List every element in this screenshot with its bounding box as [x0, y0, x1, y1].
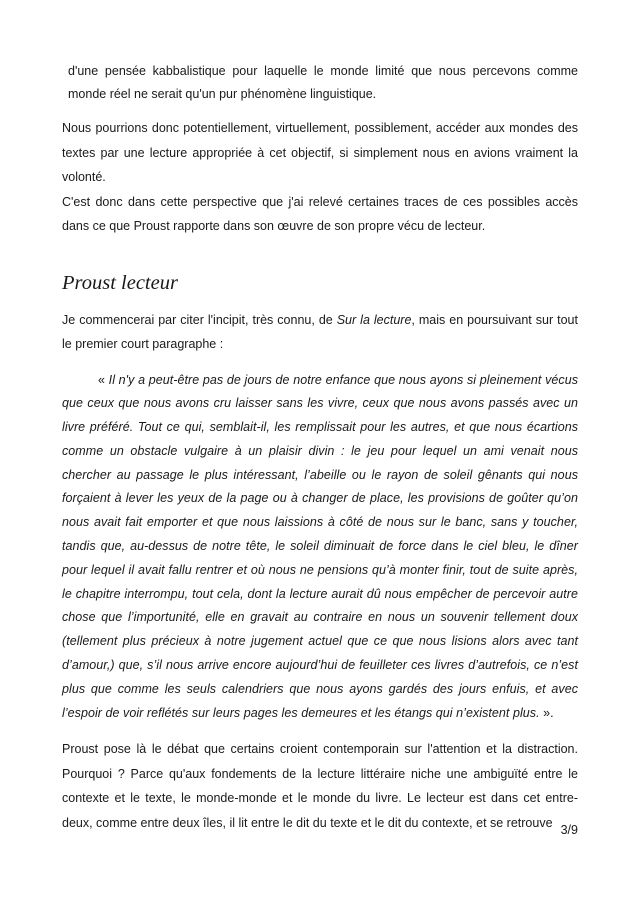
paragraph-3: Proust pose là le débat que certains croient contemporain sur l'attention et la distraction. Pourquoi ? Parce qu'aux fondements de la lecture littéraire niche une ambiguïté entre le contexte et le texte, le monde-monde et le monde du livre. Le lecteur est dans cet entre-deux, comme entre deux îles, il lit entre le dit du texte et le dit du contexte, et se retrouve — [62, 742, 578, 830]
block-citation — [62, 369, 578, 726]
quote-continuation: d'une pensée kabbalistique pour laquelle le monde limité que nous percevons comme monde réel ne serait qu'un pur phénomène linguistique. — [68, 64, 578, 101]
citation-open: « — [98, 372, 109, 387]
book-title: Sur la lecture — [336, 312, 412, 327]
paragraph-1: Nous pourrions donc potentiellement, virtuellement, possiblement, accéder aux mondes des textes par une lecture appropriée à cet objectif, si simplement nous en avions vraiment la volonté. — [62, 121, 578, 184]
section-heading: Proust lecteur — [62, 271, 178, 294]
intro-after: , mais en poursuivant sur tout le premier court paragraphe : — [62, 312, 578, 351]
intro-paragraph — [62, 308, 578, 357]
intro-before: Je commencerai par citer l'incipit, très connu, de — [62, 312, 337, 327]
citation-close: ». — [539, 705, 554, 720]
paragraph-2: C'est donc dans cette perspective que j'ai relevé certaines traces de ces possibles accès dans ce que Proust rapporte dans son œuvre de son propre vécu de lecteur. — [62, 194, 578, 233]
citation-body: Il n'y a peut-être pas de jours de notre enfance que nous ayons si pleinement vécus que ceux que nous avons cru laisser sans les vivre, ceux que nous avons passés avec un livre préféré. Tout ce qui, semblait-il, les remplissait pour les autres, et que nous écartions comme un obstacle vulgaire à un plaisir divin : le jeu pour lequel un ami venait nous chercher au passage le plus intéressant, l’abeille ou le rayon de soleil gênants qui nous forçaient à lever les yeux de la page ou à changer de place, les provisions de goûter qu’on nous avait fait emporter et que nous laissions à côté de nous sur le banc, sans y toucher, tandis que, au-dessus de notre tête, le soleil diminuait de force dans le ciel bleu, le dîner pour lequel il avait fallu rentrer et où nous ne pensions qu’à monter finir, tout de suite après, le chapitre interrompu, tout cela, dont la lecture aurait dû nous empêcher de percevoir autre chose que l’importunité, elle en gravait au contraire en nous un souvenir tellement doux (tellement plus précieux à notre jugement actuel que ce que nous lisions alors avec tant d’amour,) que, s’il nous arrive encore aujourd’hui de feuilleter ces livres d’autrefois, ce n’est plus que comme les seuls calendriers que nous ayons gardés des jours enfuis, et avec l’espoir de voir reflétés sur leurs pages les demeures et les étangs qui n’existent plus. — [62, 372, 578, 720]
page-number: 3/9 — [560, 823, 578, 837]
